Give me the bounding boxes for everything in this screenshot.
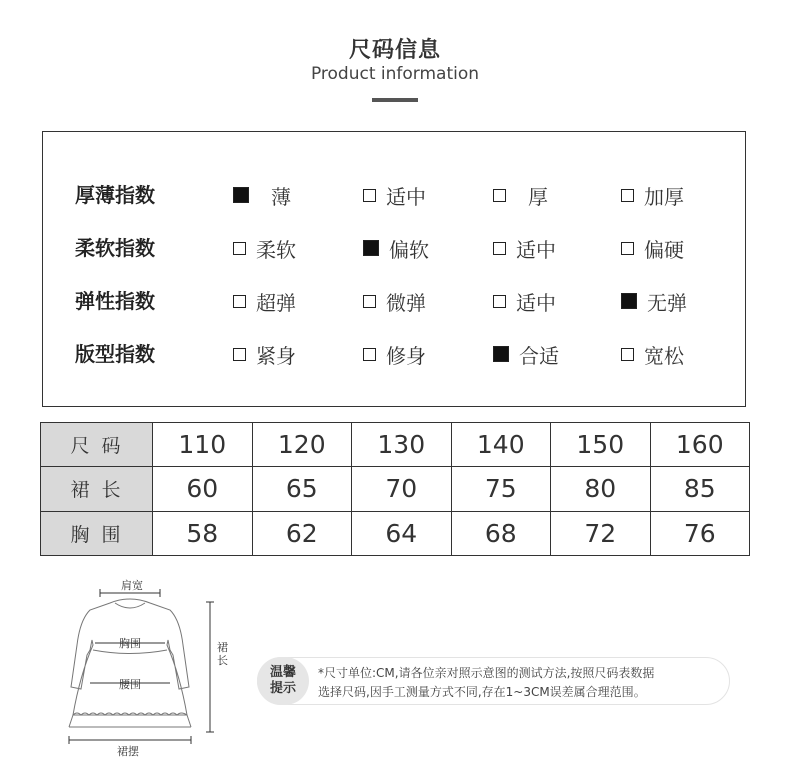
row-header: 胸围: [41, 511, 153, 555]
table-cell: 130: [352, 423, 452, 467]
index-option-label: 合适: [519, 343, 559, 368]
title-underline: [372, 98, 418, 102]
tip-box: [257, 657, 730, 705]
index-option: [493, 233, 556, 263]
index-option-label: 修身: [386, 343, 426, 368]
index-option: [493, 339, 559, 369]
table-cell: 140: [451, 423, 551, 467]
index-row: [43, 339, 745, 369]
index-option: [621, 286, 687, 316]
index-label: 版型指数: [75, 342, 155, 366]
index-label: 弹性指数: [75, 289, 155, 313]
index-option-label: 厚: [528, 184, 548, 209]
dress-outline-icon: [55, 575, 235, 775]
index-option: [233, 233, 296, 263]
tip-badge-line1: 温馨: [269, 665, 296, 680]
tip-badge: [257, 657, 309, 705]
tip-line1: *尺寸单位:CM,请各位亲对照示意图的测试方法,按照尺码表数据: [318, 666, 655, 680]
table-cell: 65: [252, 467, 352, 511]
table-cell: 120: [252, 423, 352, 467]
index-option-label: 薄: [271, 184, 291, 209]
table-cell: 110: [153, 423, 253, 467]
title-en: Product information: [310, 64, 480, 84]
table-cell: 85: [650, 467, 750, 511]
index-option-label: 适中: [516, 237, 556, 262]
table-cell: 62: [252, 511, 352, 555]
checked-box-icon: [233, 187, 249, 203]
tip-line2: 选择尺码,因手工测量方式不同,存在1~3CM误差属合理范围。: [318, 685, 646, 699]
checked-box-icon: [493, 346, 509, 362]
dress-diagram: [55, 575, 235, 775]
index-row: [43, 180, 745, 210]
index-label: 厚薄指数: [75, 183, 155, 207]
chest-label: 胸围: [119, 637, 141, 650]
unchecked-box-icon: [493, 242, 506, 255]
index-option-label: 无弹: [647, 290, 687, 315]
table-row: [41, 467, 750, 511]
index-option-label: 宽松: [644, 343, 684, 368]
index-label: 柔软指数: [75, 236, 155, 260]
index-option: [621, 339, 684, 369]
unchecked-box-icon: [233, 295, 246, 308]
index-option: [621, 233, 684, 263]
unchecked-box-icon: [363, 348, 376, 361]
size-table: [40, 422, 750, 556]
title-cn: 尺码信息: [348, 38, 441, 63]
checked-box-icon: [363, 240, 379, 256]
index-option-label: 柔软: [256, 237, 296, 262]
unchecked-box-icon: [621, 189, 634, 202]
table-cell: 64: [352, 511, 452, 555]
unchecked-box-icon: [493, 189, 506, 202]
index-option-label: 加厚: [644, 184, 684, 209]
unchecked-box-icon: [233, 242, 246, 255]
table-cell: 68: [451, 511, 551, 555]
row-header: 裙长: [41, 467, 153, 511]
index-option: [363, 233, 429, 263]
row-header: 尺码: [41, 423, 153, 467]
index-option: [363, 180, 426, 210]
index-option: [233, 339, 296, 369]
index-option: [621, 180, 684, 210]
unchecked-box-icon: [363, 295, 376, 308]
table-cell: 60: [153, 467, 253, 511]
table-row: [41, 423, 750, 467]
shoulder-label: 肩宽: [121, 579, 143, 592]
table-cell: 150: [551, 423, 651, 467]
fabric-index-panel: [42, 131, 746, 407]
unchecked-box-icon: [621, 242, 634, 255]
index-option: [363, 286, 426, 316]
unchecked-box-icon: [233, 348, 246, 361]
index-option: [493, 286, 556, 316]
table-cell: 76: [650, 511, 750, 555]
table-cell: 75: [451, 467, 551, 511]
hem-label: 裙摆: [117, 745, 139, 758]
table-cell: 80: [551, 467, 651, 511]
table-cell: 58: [153, 511, 253, 555]
waist-label: 腰围: [119, 678, 141, 691]
index-option-label: 偏硬: [644, 237, 684, 262]
index-option: [493, 180, 548, 210]
index-option: [363, 339, 426, 369]
index-option-label: 适中: [386, 184, 426, 209]
index-option: [233, 286, 296, 316]
index-option-label: 偏软: [389, 237, 429, 262]
table-row: [41, 511, 750, 555]
tip-text: [318, 664, 654, 702]
index-row: [43, 286, 745, 316]
checked-box-icon: [621, 293, 637, 309]
unchecked-box-icon: [493, 295, 506, 308]
tip-badge-line2: 提示: [269, 681, 296, 696]
index-option: [233, 180, 291, 210]
unchecked-box-icon: [621, 348, 634, 361]
index-option-label: 超弹: [256, 290, 296, 315]
length-label: 裙长: [217, 641, 228, 667]
index-row: [43, 233, 745, 263]
unchecked-box-icon: [363, 189, 376, 202]
index-option-label: 适中: [516, 290, 556, 315]
table-cell: 70: [352, 467, 452, 511]
index-option-label: 微弹: [386, 290, 426, 315]
table-cell: 72: [551, 511, 651, 555]
table-cell: 160: [650, 423, 750, 467]
index-option-label: 紧身: [256, 343, 296, 368]
